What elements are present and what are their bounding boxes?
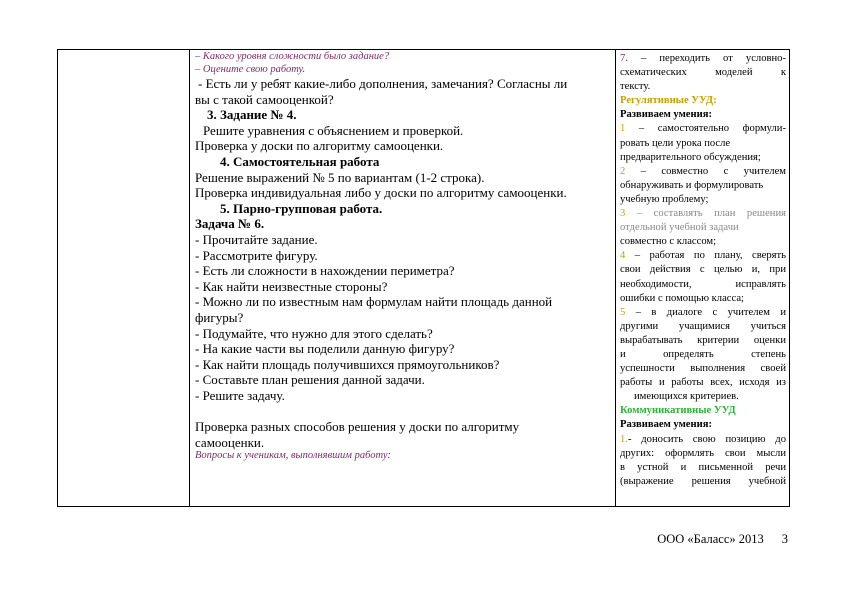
uud-line (620, 165, 786, 179)
item-text: - доносить свою позицию до (627, 433, 786, 445)
uud-line: обнаруживать и формулировать (620, 179, 764, 191)
uud-line: (выражение решения учебной (620, 475, 786, 487)
list-item: - Есть ли сложности в нахождении периметра? (195, 263, 455, 279)
uud-line: вырабатывать критерии оценки (620, 334, 786, 346)
task-heading: Задача № 6. (195, 216, 265, 232)
uud-column (620, 52, 786, 489)
item-text: – в диалоге с учителем и (625, 306, 786, 318)
item-number: 3 (620, 208, 626, 220)
item-number: 4 (620, 250, 626, 262)
uud-line (620, 122, 786, 136)
list-item: - На какие части вы поделили данную фигуру? (195, 341, 455, 357)
section-heading: 3. Задание № 4. (207, 107, 297, 123)
uud-line: свои действия с целью и, при (620, 264, 786, 276)
item-number: 2 (620, 165, 626, 177)
text-line: вы с такой самооценкой? (195, 91, 334, 107)
item-number: 5 (620, 306, 626, 318)
column-divider (615, 50, 616, 506)
develop-heading: Развиваем умения: (620, 419, 712, 431)
uud-line (620, 433, 786, 447)
uud-line (620, 306, 786, 320)
uud-line: схематических моделей к (620, 67, 786, 79)
uud-line: учебную проблему; (620, 193, 709, 205)
question-line: – Оцените свою работу. (195, 63, 306, 75)
uud-line: тексту. (620, 81, 651, 93)
list-item: - Подумайте, что нужно для этого сделать? (195, 325, 433, 341)
uud-line: ошибки с помощью класса; (620, 292, 744, 304)
item-text: – составлять план решения (625, 208, 786, 220)
uud-line (620, 52, 786, 66)
item-number: 1. (620, 433, 628, 445)
list-item: - Решите задачу. (195, 387, 285, 403)
list-item: - Прочитайте задание. (195, 231, 318, 247)
uud-line: успешности выполнения своей (620, 363, 786, 375)
uud-line: необходимости, исправлять (620, 278, 786, 290)
uud-line: совместно с классом; (620, 236, 717, 248)
column-divider (189, 50, 190, 506)
item-text: – самостоятельно формули- (625, 123, 786, 135)
item-text: – совместно с учителем (625, 165, 786, 177)
uud-line: и определять степень (620, 348, 786, 360)
list-item: фигуры? (195, 309, 244, 325)
list-item: - Рассмотрите фигуру. (195, 247, 318, 263)
list-item: - Как найти неизвестные стороны? (195, 278, 388, 294)
item-text: – переходить от условно- (627, 53, 786, 64)
uud-line: работы и работы всех, исходя из (620, 377, 786, 389)
question-line: Вопросы к ученикам, выполнявшим работу: (195, 450, 391, 462)
section-heading: 5. Парно-групповая работа. (220, 200, 383, 216)
regulatory-heading: Регулятивные УУД: (620, 95, 717, 107)
page-number: 3 (781, 532, 788, 546)
section-heading: 4. Самостоятельная работа (220, 153, 380, 169)
uud-line: в устной и письменной речи (620, 461, 786, 473)
text-line: самооценки. (195, 434, 265, 450)
lesson-content-column (195, 51, 613, 463)
text-line: Проверка индивидуальная либо у доски по алгоритму самооценки. (195, 185, 567, 201)
uud-line (620, 249, 786, 263)
question-line: – Какого уровня сложности было задание? (195, 51, 390, 62)
uud-line: имеющихся критериев. (634, 391, 739, 403)
communicative-heading: Коммуникативные УУД (620, 405, 736, 417)
text-line: Проверка у доски по алгоритму самооценки. (195, 138, 444, 154)
uud-line: других: оформлять свои мысли (620, 447, 786, 459)
list-item: - Составьте план решения данной задачи. (195, 372, 425, 388)
develop-heading: Развиваем умения: (620, 109, 712, 121)
uud-line (620, 207, 786, 221)
text-line: Проверка разных способов решения у доски по алгоритму (195, 419, 520, 435)
uud-line: ровать цели урока после (620, 137, 731, 149)
uud-line: другими учащимися учиться (620, 320, 786, 332)
item-number: 7. (620, 53, 628, 64)
item-text: – работая по плану, сверять (625, 250, 786, 262)
text-line: Решение выражений № 5 по вариантам (1-2 строка). (195, 169, 485, 185)
uud-line: предварительного обсуждения; (620, 151, 761, 163)
lesson-table (57, 49, 790, 507)
company-name: ООО «Баласс» 2013 (657, 532, 764, 546)
list-item: - Как найти площадь получившихся прямоугольников? (195, 356, 500, 372)
text-line: - Есть ли у ребят какие-либо дополнения, замечания? Согласны ли (198, 76, 568, 91)
uud-line: отдельной учебной задачи (620, 222, 739, 234)
text-line: Решите уравнения с объяснением и проверкой. (203, 122, 464, 138)
page-footer (560, 532, 788, 547)
list-item: - Можно ли по известным нам формулам найти площадь данной (195, 294, 553, 310)
item-number: 1 (620, 123, 626, 135)
